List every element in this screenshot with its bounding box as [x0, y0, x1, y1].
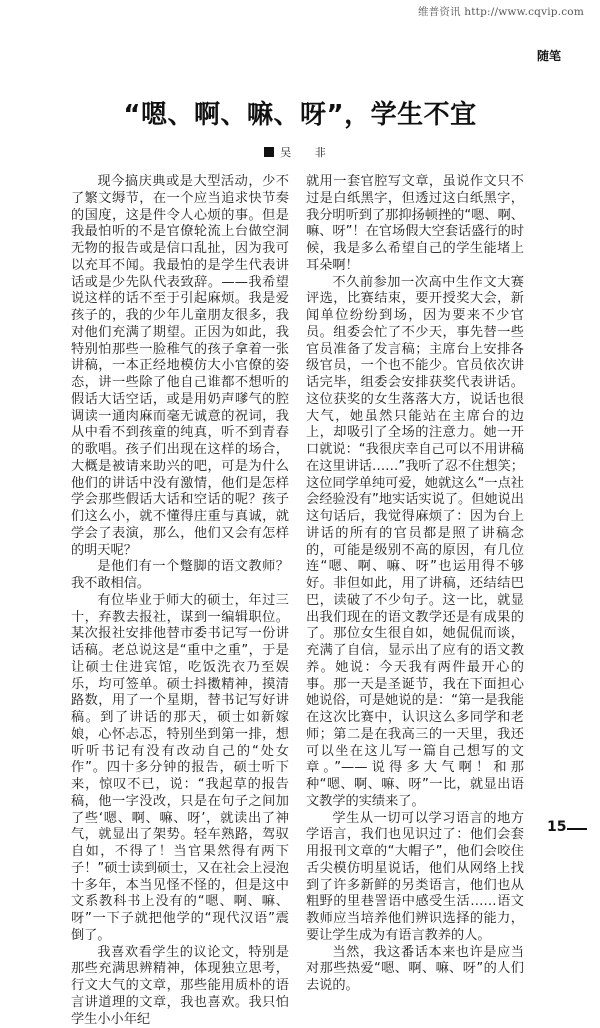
square-bullet-icon: [264, 147, 274, 157]
paragraph: 现今搞庆典或是大型活动，少不了繁文缛节，在一个应当追求快节奏的国度，这是件令人心烦的事。但是我最怕听的不是官僚轮流上台做空洞无物的报告或是信口乱扯，因为我可以充耳不闻。我最怕的是学生代表讲话或是少先队代表致辞。——我希望说这样的话不至于引起麻烦。我是爱孩子的，我的少年儿童朋友很多，我对他们充满了期望。正因为如此，我特别怕那些一脸稚气的孩子拿着一张讲稿，一本正经地模仿大小官僚的姿态，讲一些除了他自己谁都不想听的假话大话空话，或是用奶声嗲气的腔调读一通肉麻而毫无诚意的祝词，我从中看不到孩童的纯真，听不到青春的歌唱。孩子们出现在这样的场合，大概是被请来助兴的吧，可是为什么他们的讲话中没有激情，他们是怎样学会那些假话大话和空话的呢？孩子们这么小，就不懂得庄重与真诚，就学会了表演，那么，他们又会有怎样的明天呢？: [71, 174, 289, 559]
byline: [0, 144, 600, 160]
paragraph: 当然，我这番话本来也许是应当对那些热爱“嗯、啊、嘛、呀”的人们去说的。: [306, 945, 524, 995]
left-column: [71, 174, 289, 1028]
paragraph: 有位毕业于师大的硕士，年过三十，弃教去报社，谋到一编辑职位。某次报社安排他替市委书记写一份讲话稿。老总说这是“重中之重”，于是让硕士住进宾馆，吃饭洗衣乃至娱乐，均可签单。硕士抖擞精神，摸清路数，用了一个星期，替书记写好讲稿。到了讲话的那天，硕士如新嫁娘，心怀忐忑，特别坐到第一排，想听听书记有没有改动自己的“处女作”。四十多分钟的报告，硕士听下来，惊叹不已，说：“我起草的报告稿，他一字没改，只是在句子之间加了些‘嗯、啊、嘛、呀’，就读出了神气，就显出了架势。轻车熟路，驾驭自如，不得了！当官果然得有两下子！”硕士读到硕士，又在社会上浸泡十多年，本当见怪不怪的，但是这中文系教科书上没有的“嗯、啊、嘛、呀”一下子就把他学的“现代汉语”震倒了。: [71, 593, 289, 945]
right-column: [306, 174, 524, 995]
paragraph: 学生从一切可以学习语言的地方学语言，我们也见识过了：他们会套用报刊文章的“大帽子”，他们会咬住舌尖模仿明星说话，他们从网络上找到了许多新鲜的另类语言，他们也从粗野的里巷詈语中感受生活……语文教师应当培养他们辨识选择的能力，要让学生成为有语言教养的人。: [306, 811, 524, 945]
paragraph-continued: 就用一套官腔写文章，虽说作文只不过是白纸黑字，但透过这白纸黑字，我分明听到了那抑扬顿挫的“嗯、啊、嘛、呀”！在官场假大空套话盛行的时候，我是多么希望自己的学生能堵上耳朵啊！: [306, 174, 524, 275]
page-number-rule: [567, 828, 587, 830]
page-watermark: 维普资讯 http://www.cqvip.com: [418, 4, 584, 19]
paragraph: 是他们有一个蹩脚的语文教师？我不敢相信。: [71, 559, 289, 593]
paragraph: 不久前参加一次高中生作文大赛评选，比赛结束，要开授奖大会，新闻单位纷纷到场，因为要来不少官员。组委会忙了不少天，事先替一些官员准备了发言稿；主席台上安排各级官员，一个也不能少。官员依次讲话完毕，组委会安排获奖代表讲话。这位获奖的女生落落大方，说话也很大气，她虽然只能站在主席台的边上，却吸引了全场的注意力。她一开口就说：“我很庆幸自己可以不用讲稿在这里讲话……”我听了忍不住想笑；这位同学单纯可爱，她就这么“一点社会经验没有”地实话实说了。但她说出这句话后，我觉得麻烦了：因为台上讲话的所有的官员都是照了讲稿念的，可能是级别不高的原因，有几位连“嗯、啊、嘛、呀”也运用得不够好。非但如此，用了讲稿，还结结巴巴，读破了不少句子。这一比，就显出我们现在的语文教学还是有成果的了。那位女生很自如，她侃侃而谈，充满了自信，显示出了应有的语文教养。她说：今天我有两件最开心的事。那一天是圣诞节，我在下面担心她说俗，可是她说的是：“第一是我能在这次比赛中，认识这么多同学和老师；第二是在我高三的一天里，我还可以坐在这儿写一篇自己想写的文章。”——说得多大气啊！和那种“嗯、啊、嘛、呀”一比，就显出语文教学的实绩来了。: [306, 275, 524, 811]
paragraph: 我喜欢看学生的议论文，特别是那些充满思辨精神，体现独立思考，行文大气的文章，那些能用质朴的语言讲道理的文章，我也喜欢。我只怕学生小小年纪: [71, 945, 289, 1028]
author-name: 吴 非: [280, 146, 336, 159]
section-tag: 随笔: [537, 47, 561, 64]
article-title: “嗯、啊、嘛、呀”，学生不宜: [0, 94, 600, 131]
page-number: 15: [547, 819, 566, 835]
